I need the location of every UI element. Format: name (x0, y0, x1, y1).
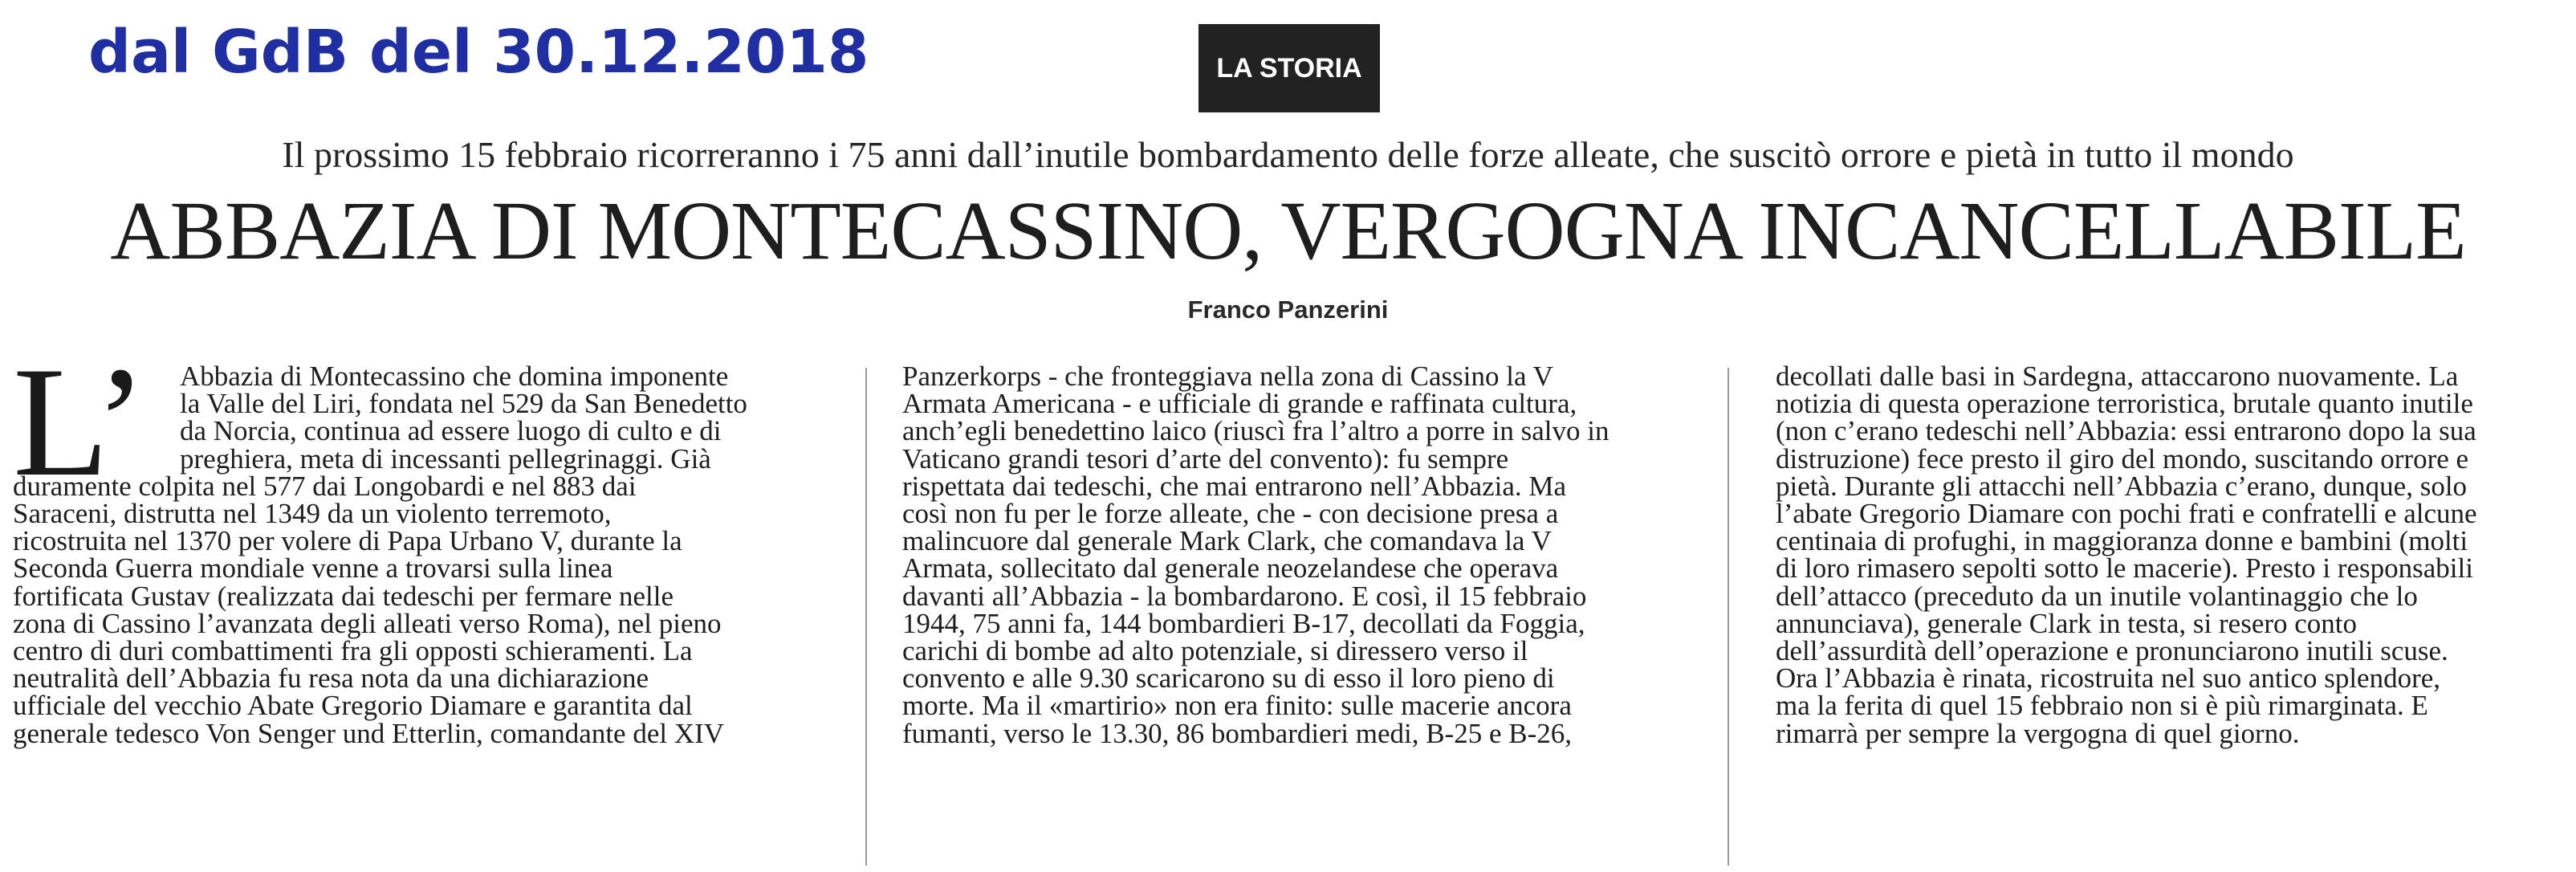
text-line: rispettata dai tedeschi, che mai entrarono nell’Abbazia. Ma (902, 470, 1567, 502)
text-line: Seconda Guerra mondiale venne a trovarsi sulla linea (13, 552, 613, 585)
section-kicker: LA STORIA (1198, 24, 1380, 112)
text-line: Vaticano grandi tesori d’arte del convento): fu sempre (902, 442, 1509, 475)
text-line: dell’attacco (preceduto da un inutile volantinaggio che lo (1776, 580, 2418, 612)
column-divider (865, 368, 867, 866)
text-line: generale tedesco Von Senger und Etterlin, comandante del XIV (13, 717, 725, 749)
text-line: fumanti, verso le 13.30, 86 bombardieri medi, B-25 e B-26, (902, 717, 1573, 749)
headline: ABBAZIA DI MONTECASSINO, VERGOGNA INCANCELLABILE (110, 185, 2466, 277)
text-line: Panzerkorps - che fronteggiava nella zona di Cassino la V (902, 361, 1553, 392)
text-line: morte. Ma il «martirio» non era finito: sulle macerie ancora (902, 690, 1572, 722)
text-line: ufficiale del vecchio Abate Gregorio Diamare e garantita dal (13, 690, 693, 722)
text-line: malincuore dal generale Mark Clark, che comandava la V (902, 525, 1552, 557)
text-line: Abbazia di Montecassino che domina imponente (180, 361, 729, 392)
text-line: Ora l’Abbazia è rinata, ricostruita nel suo antico splendore, (1776, 662, 2441, 695)
text-line: centro di duri combattimenti fra gli opposti schieramenti. La (13, 635, 693, 667)
text-line: anch’egli benedettino laico (riuscì fra l’altro a porre in salvo in (902, 415, 1609, 447)
text-line: l’abate Gregorio Diamare con pochi frati e confratelli e alcune (1776, 498, 2477, 530)
text-line: di loro rimasero sepolti sotto le macerie). Presto i responsabili (1776, 552, 2473, 585)
source-stamp: dal GdB del 30.12.2018 (88, 18, 869, 87)
text-line: annunciava), generale Clark in testa, si resero conto (1776, 607, 2358, 639)
text-line: distruzione) fece presto il giro del mondo, suscitando orrore e (1776, 442, 2469, 475)
text-line: pietà. Durante gli attacchi nell’Abbazia c’erano, dunque, solo (1776, 470, 2468, 502)
text-line: la Valle del Liri, fondata nel 529 da San Benedetto (180, 388, 747, 420)
text-line: 1944, 75 anni fa, 144 bombardieri B-17, decollati da Foggia, (902, 607, 1585, 639)
text-line: ma la ferita di quel 15 febbraio non si è più rimarginata. E (1776, 690, 2428, 722)
text-line: rimarrà per sempre la vergogna di quel giorno. (1776, 717, 2300, 749)
article-column-1 (13, 363, 848, 748)
text-line: Armata, sollecitato dal generale neozelandese che operava (902, 552, 1559, 585)
text-line: Armata Americana - e ufficiale di grande e raffinata cultura, (902, 388, 1577, 420)
article-column-3 (1776, 363, 2570, 748)
text-line: neutralità dell’Abbazia fu resa nota da una dichiarazione (13, 662, 649, 695)
column-divider (1728, 368, 1729, 866)
text-line: notizia di questa operazione terroristica, brutale quanto inutile (1776, 388, 2473, 420)
subheadline: Il prossimo 15 febbraio ricorreranno i 75 anni dall’inutile bombardamento delle forze alleate, che suscitò orrore e pietà in tutto il mondo (282, 134, 2294, 175)
text-line: preghiera, meta di incessanti pellegrinaggi. Già (180, 442, 711, 475)
text-line: da Norcia, continua ad essere luogo di culto e di (180, 415, 722, 447)
byline: Franco Panzerini (1187, 295, 1389, 324)
text-line: (non c’erano tedeschi nell’Abbazia: essi entrarono dopo la sua (1776, 415, 2476, 447)
text-line: decollati dalle basi in Sardegna, attaccarono nuovamente. La (1776, 361, 2459, 392)
text-line: fortificata Gustav (realizzata dai tedeschi per fermare nelle (13, 580, 674, 612)
text-line: duramente colpita nel 577 dai Longobardi e nel 883 dai (13, 470, 637, 502)
text-line: centinaia di profughi, in maggioranza donne e bambini (molti (1776, 525, 2468, 557)
drop-cap: L’ (13, 335, 148, 509)
text-line: davanti all’Abbazia - la bombardarono. E così, il 15 febbraio (902, 580, 1587, 612)
text-line: carichi di bombe ad alto potenziale, si diressero verso il (902, 635, 1528, 667)
text-line: convento e alle 9.30 scaricarono su di esso il loro pieno di (902, 662, 1555, 695)
text-line: zona di Cassino l’avanzata degli alleati verso Roma), nel pieno (13, 607, 722, 639)
article-column-2 (902, 363, 1705, 748)
text-line: ricostruita nel 1370 per volere di Papa Urbano V, durante la (13, 525, 682, 557)
text-line: Saraceni, distrutta nel 1349 da un violento terremoto, (13, 498, 612, 530)
text-line: così non fu per le forze alleate, che - con decisione presa a (902, 498, 1559, 530)
text-line: dell’assurdità dell’operazione e pronunciarono inutili scuse. (1776, 635, 2448, 667)
